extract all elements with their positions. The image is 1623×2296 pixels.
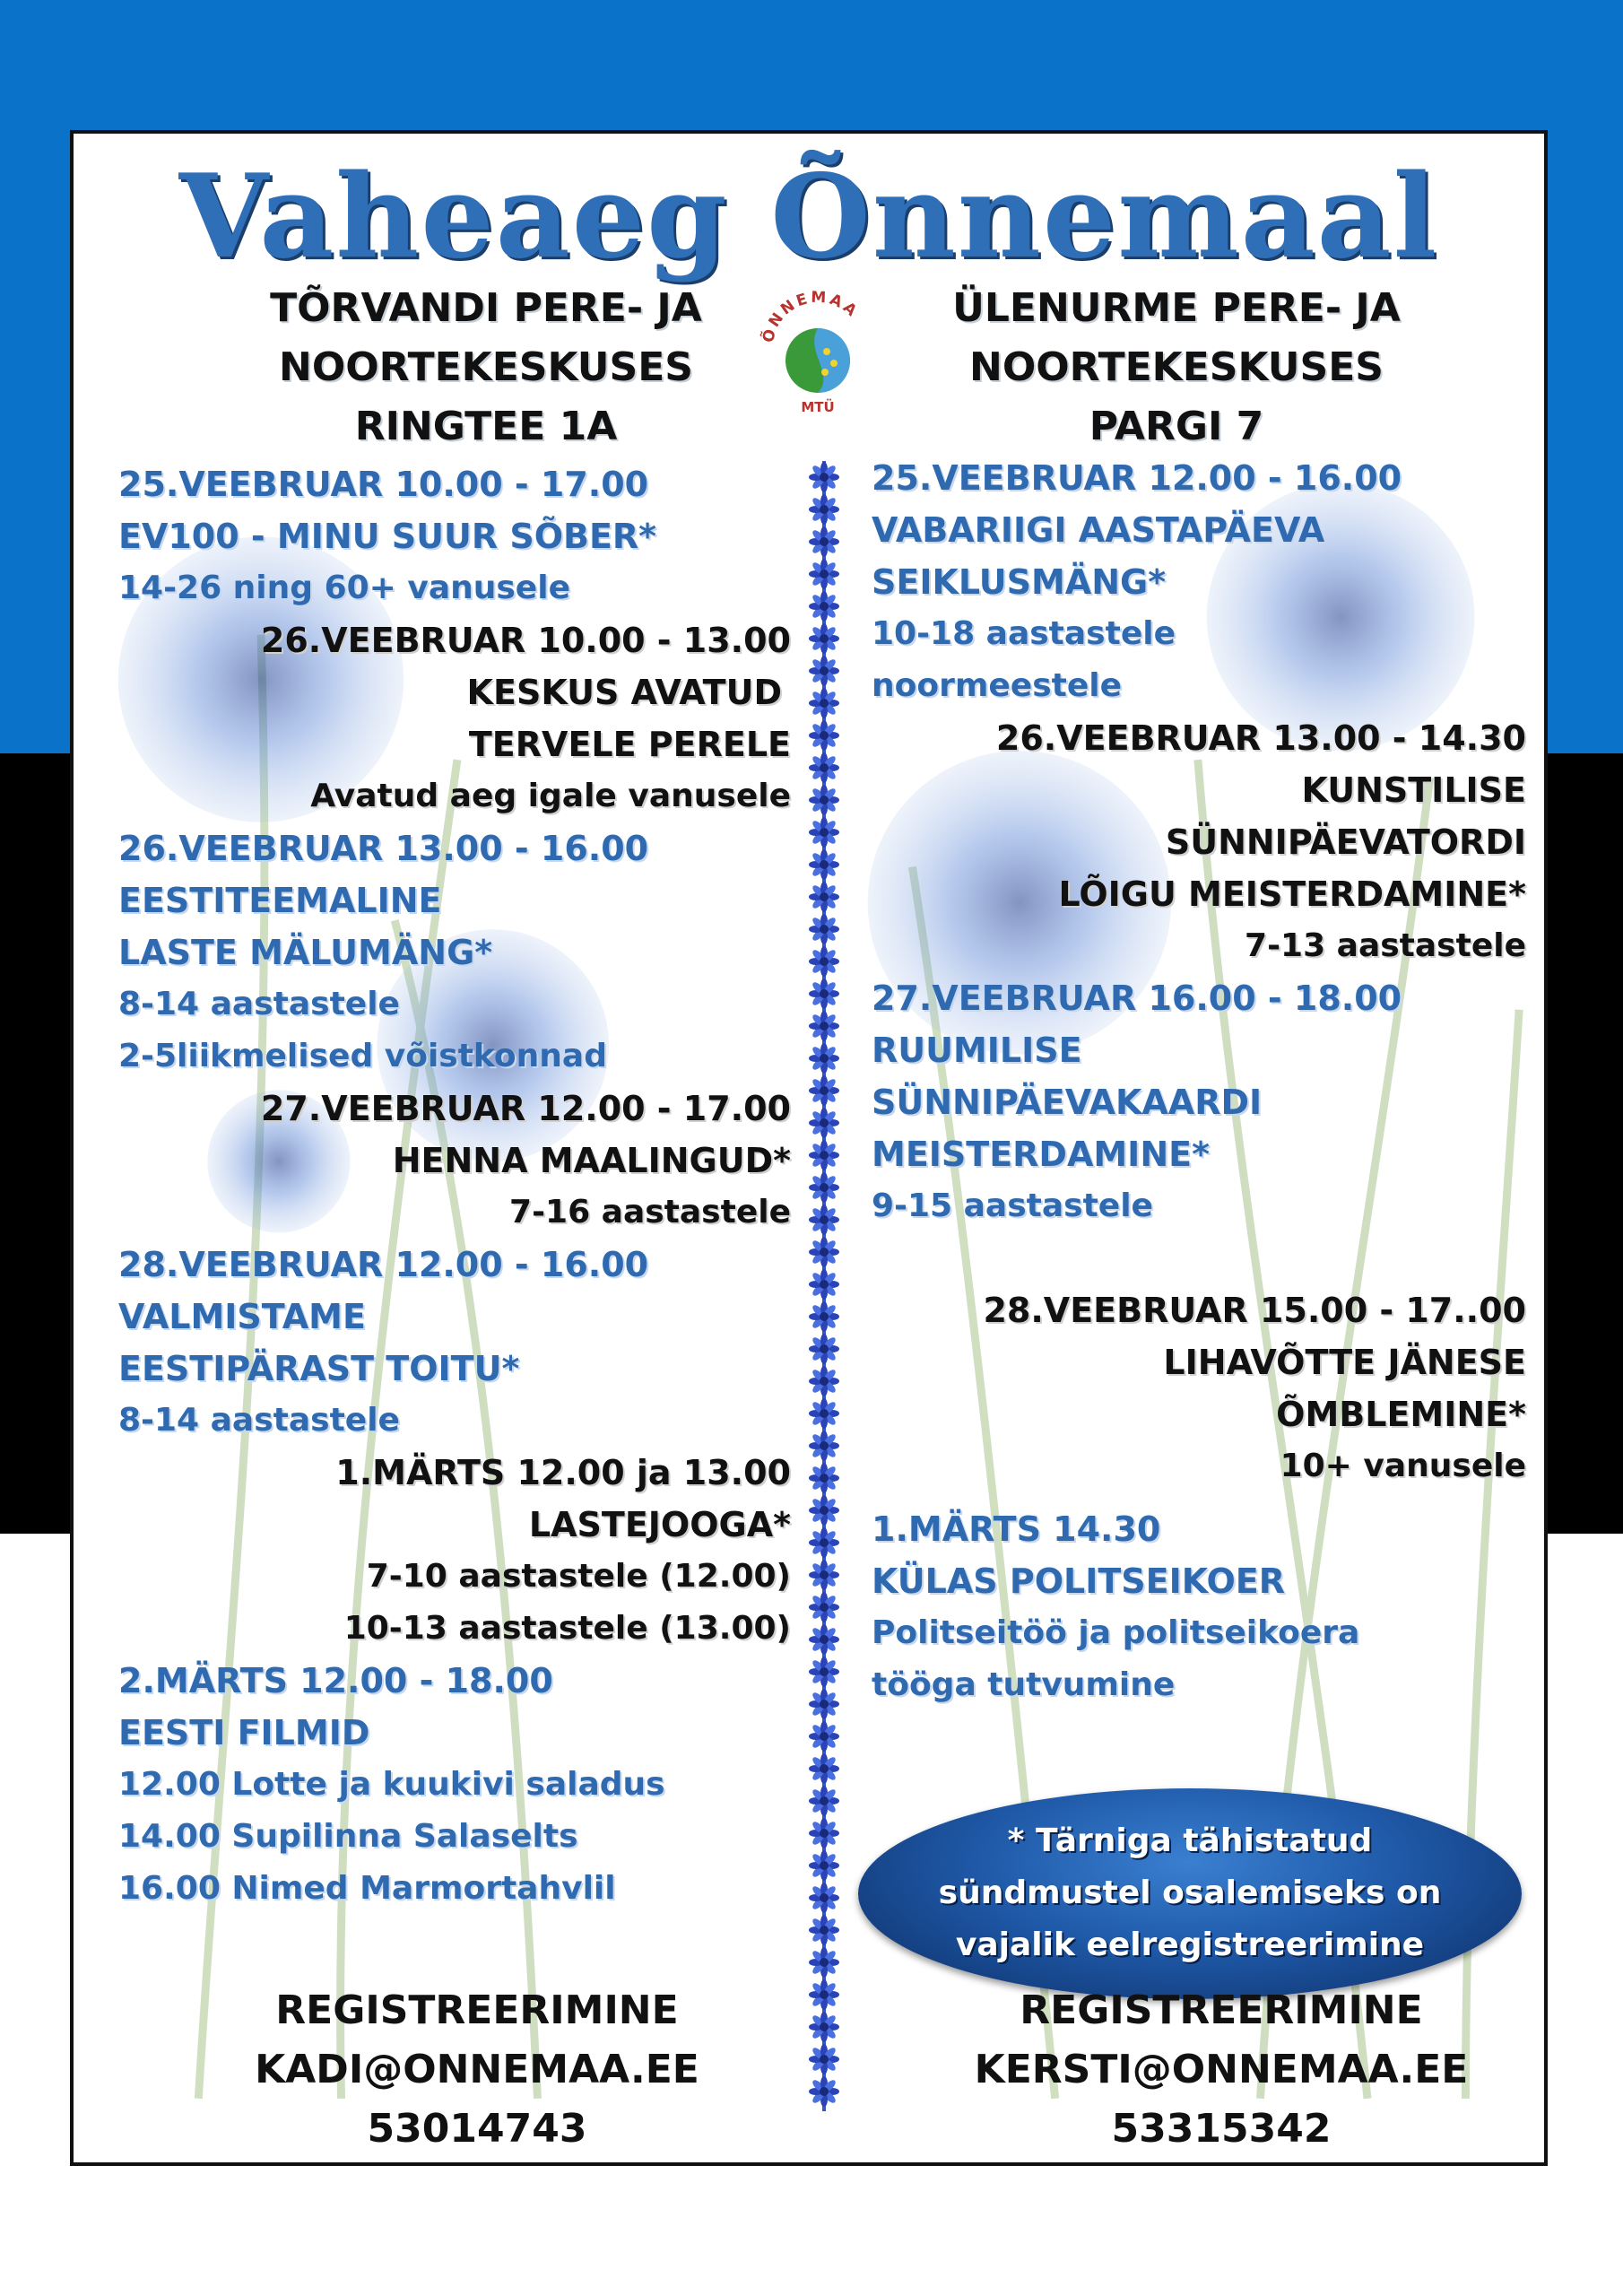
event-title: SÜNNIPÄEVAKAARDI — [872, 1083, 1263, 1122]
left-event-1 — [118, 458, 818, 614]
cornflower-icon — [809, 2044, 839, 2074]
left-event-4 — [118, 1083, 818, 1239]
event-title: VABARIIGI AASTAPÄEVA — [872, 510, 1325, 550]
poster-title: Vaheaeg Õnnemaal — [178, 150, 1439, 284]
film-item: 14.00 Supilinna Salaselts — [118, 1818, 578, 1855]
logo-sub-text: MTÜ — [801, 399, 835, 415]
film-item: 12.00 Lotte ja kuukivi saladus — [118, 1766, 665, 1803]
event-title: LASTEJOOGA* — [528, 1505, 791, 1544]
left-venue-line2: NOORTEKESKUSES — [279, 344, 693, 390]
event-title: TERVELE PERELE — [468, 725, 791, 764]
event-title: RUUMILISE — [872, 1031, 1082, 1070]
event-date: 26.VEEBRUAR 10.00 - 13.00 — [260, 621, 791, 660]
right-event-4 — [872, 1284, 1526, 1492]
event-title: LASTE MÄLUMÄNG* — [118, 933, 493, 972]
note-line2: sündmustel osalemiseks on — [938, 1874, 1442, 1911]
registration-label: REGISTREERIMINE — [275, 1987, 679, 2033]
event-age: 7-16 aastastele — [509, 1194, 791, 1231]
preregistration-note — [858, 1788, 1522, 1999]
event-title: MEISTERDAMINE* — [872, 1135, 1210, 1174]
left-event-6 — [118, 1447, 818, 1655]
right-event-2 — [872, 712, 1526, 972]
event-title: SÜNNIPÄEVATORDI — [1165, 822, 1526, 862]
event-title: KESKUS AVATUD — [466, 673, 782, 712]
registration-left — [163, 1981, 791, 2159]
event-title: KUNSTILISE — [1301, 770, 1526, 810]
right-venue-line2: NOORTEKESKUSES — [969, 344, 1384, 390]
event-age: 8-14 aastastele — [118, 1402, 400, 1439]
left-event-3 — [118, 822, 818, 1083]
right-venue-line3: PARGI 7 — [1089, 404, 1264, 449]
event-date: 26.VEEBRUAR 13.00 - 14.30 — [995, 718, 1526, 758]
event-note: 2-5liikmelised võistkonnad — [118, 1038, 607, 1074]
event-title: SEIKLUSMÄNG* — [872, 562, 1167, 602]
right-venue — [898, 279, 1454, 457]
note-line3: vajalik eelregistreerimine — [955, 1926, 1425, 1963]
event-title: LIHAVÕTTE JÄNESE — [1163, 1343, 1526, 1382]
event-age: 14-26 ning 60+ vanusele — [118, 570, 570, 606]
event-date: 25.VEEBRUAR 10.00 - 17.00 — [118, 465, 649, 504]
event-date: 1.MÄRTS 14.30 — [872, 1509, 1161, 1549]
registration-phone[interactable]: 53014743 — [367, 2106, 587, 2152]
event-age: 7-10 aastastele (12.00) — [366, 1558, 791, 1595]
event-title: EESTI FILMID — [118, 1713, 370, 1752]
event-desc: tööga tutvumine — [872, 1666, 1176, 1703]
event-title: EV100 - MINU SUUR SÕBER* — [118, 517, 657, 556]
right-venue-line1: ÜLENURME PERE- JA — [952, 285, 1401, 331]
event-title: VALMISTAME — [118, 1297, 366, 1336]
cornflower-icon — [809, 1915, 839, 1945]
event-date: 27.VEEBRUAR 16.00 - 18.00 — [872, 978, 1402, 1018]
event-date: 28.VEEBRUAR 15.00 - 17..00 — [983, 1291, 1526, 1330]
right-event-3 — [872, 972, 1526, 1232]
event-age: 10-18 aastastele — [872, 615, 1176, 652]
event-age: 10+ vanusele — [1280, 1448, 1526, 1484]
left-venue — [208, 279, 764, 457]
note-line1: * Tärniga tähistatud — [1007, 1822, 1373, 1859]
registration-email[interactable]: KADI@ONNEMAA.EE — [255, 2047, 699, 2092]
left-venue-line1: TÕRVANDI PERE- JA — [270, 285, 702, 331]
cornflower-icon — [809, 1979, 839, 2010]
event-date: 26.VEEBRUAR 13.00 - 16.00 — [118, 829, 649, 868]
registration-label: REGISTREERIMINE — [1020, 1987, 1423, 2033]
registration-right — [907, 1981, 1535, 2159]
event-date: 2.MÄRTS 12.00 - 18.00 — [118, 1661, 553, 1700]
left-event-column — [118, 458, 818, 1915]
registration-phone[interactable]: 53315342 — [1111, 2106, 1332, 2152]
event-title: EESTIPÄRAST TOITU* — [118, 1349, 520, 1388]
event-title: ÕMBLEMINE* — [1276, 1395, 1526, 1434]
event-date: 28.VEEBRUAR 12.00 - 16.00 — [118, 1245, 649, 1284]
onnemaa-logo — [755, 284, 881, 419]
right-event-5 — [872, 1503, 1526, 1711]
cornflower-icon — [809, 2076, 839, 2107]
film-item: 16.00 Nimed Marmortahvlil — [118, 1870, 616, 1907]
right-event-1 — [872, 452, 1526, 712]
event-age: Avatud aeg igale vanusele — [310, 778, 791, 814]
event-title: EESTITEEMALINE — [118, 881, 442, 920]
left-event-7 — [118, 1655, 818, 1915]
left-event-5 — [118, 1239, 818, 1447]
event-age: 8-14 aastastele — [118, 986, 400, 1022]
cornflower-icon — [809, 2012, 839, 2042]
right-event-column — [872, 452, 1526, 1711]
event-title: HENNA MAALINGUD* — [392, 1141, 791, 1180]
registration-email[interactable]: KERSTI@ONNEMAA.EE — [974, 2047, 1469, 2092]
logo-arc-text: ÕNNEMAA — [759, 288, 863, 345]
event-title: KÜLAS POLITSEIKOER — [872, 1561, 1286, 1601]
event-age: noormeestele — [872, 667, 1122, 704]
event-date: 27.VEEBRUAR 12.00 - 17.00 — [260, 1089, 791, 1128]
cornflower-icon — [809, 1947, 839, 1978]
event-age: 9-15 aastastele — [872, 1187, 1153, 1224]
event-age: 10-13 aastastele (13.00) — [343, 1610, 791, 1647]
left-venue-line3: RINGTEE 1A — [354, 404, 618, 449]
left-event-2 — [118, 614, 818, 822]
event-desc: Politseitöö ja politseikoera — [872, 1614, 1360, 1651]
event-date: 25.VEEBRUAR 12.00 - 16.00 — [872, 458, 1402, 498]
event-date: 1.MÄRTS 12.00 ja 13.00 — [335, 1453, 791, 1492]
poster-card — [70, 130, 1548, 2166]
event-title: LÕIGU MEISTERDAMINE* — [1058, 874, 1526, 914]
event-age: 7-13 aastastele — [1245, 927, 1526, 964]
